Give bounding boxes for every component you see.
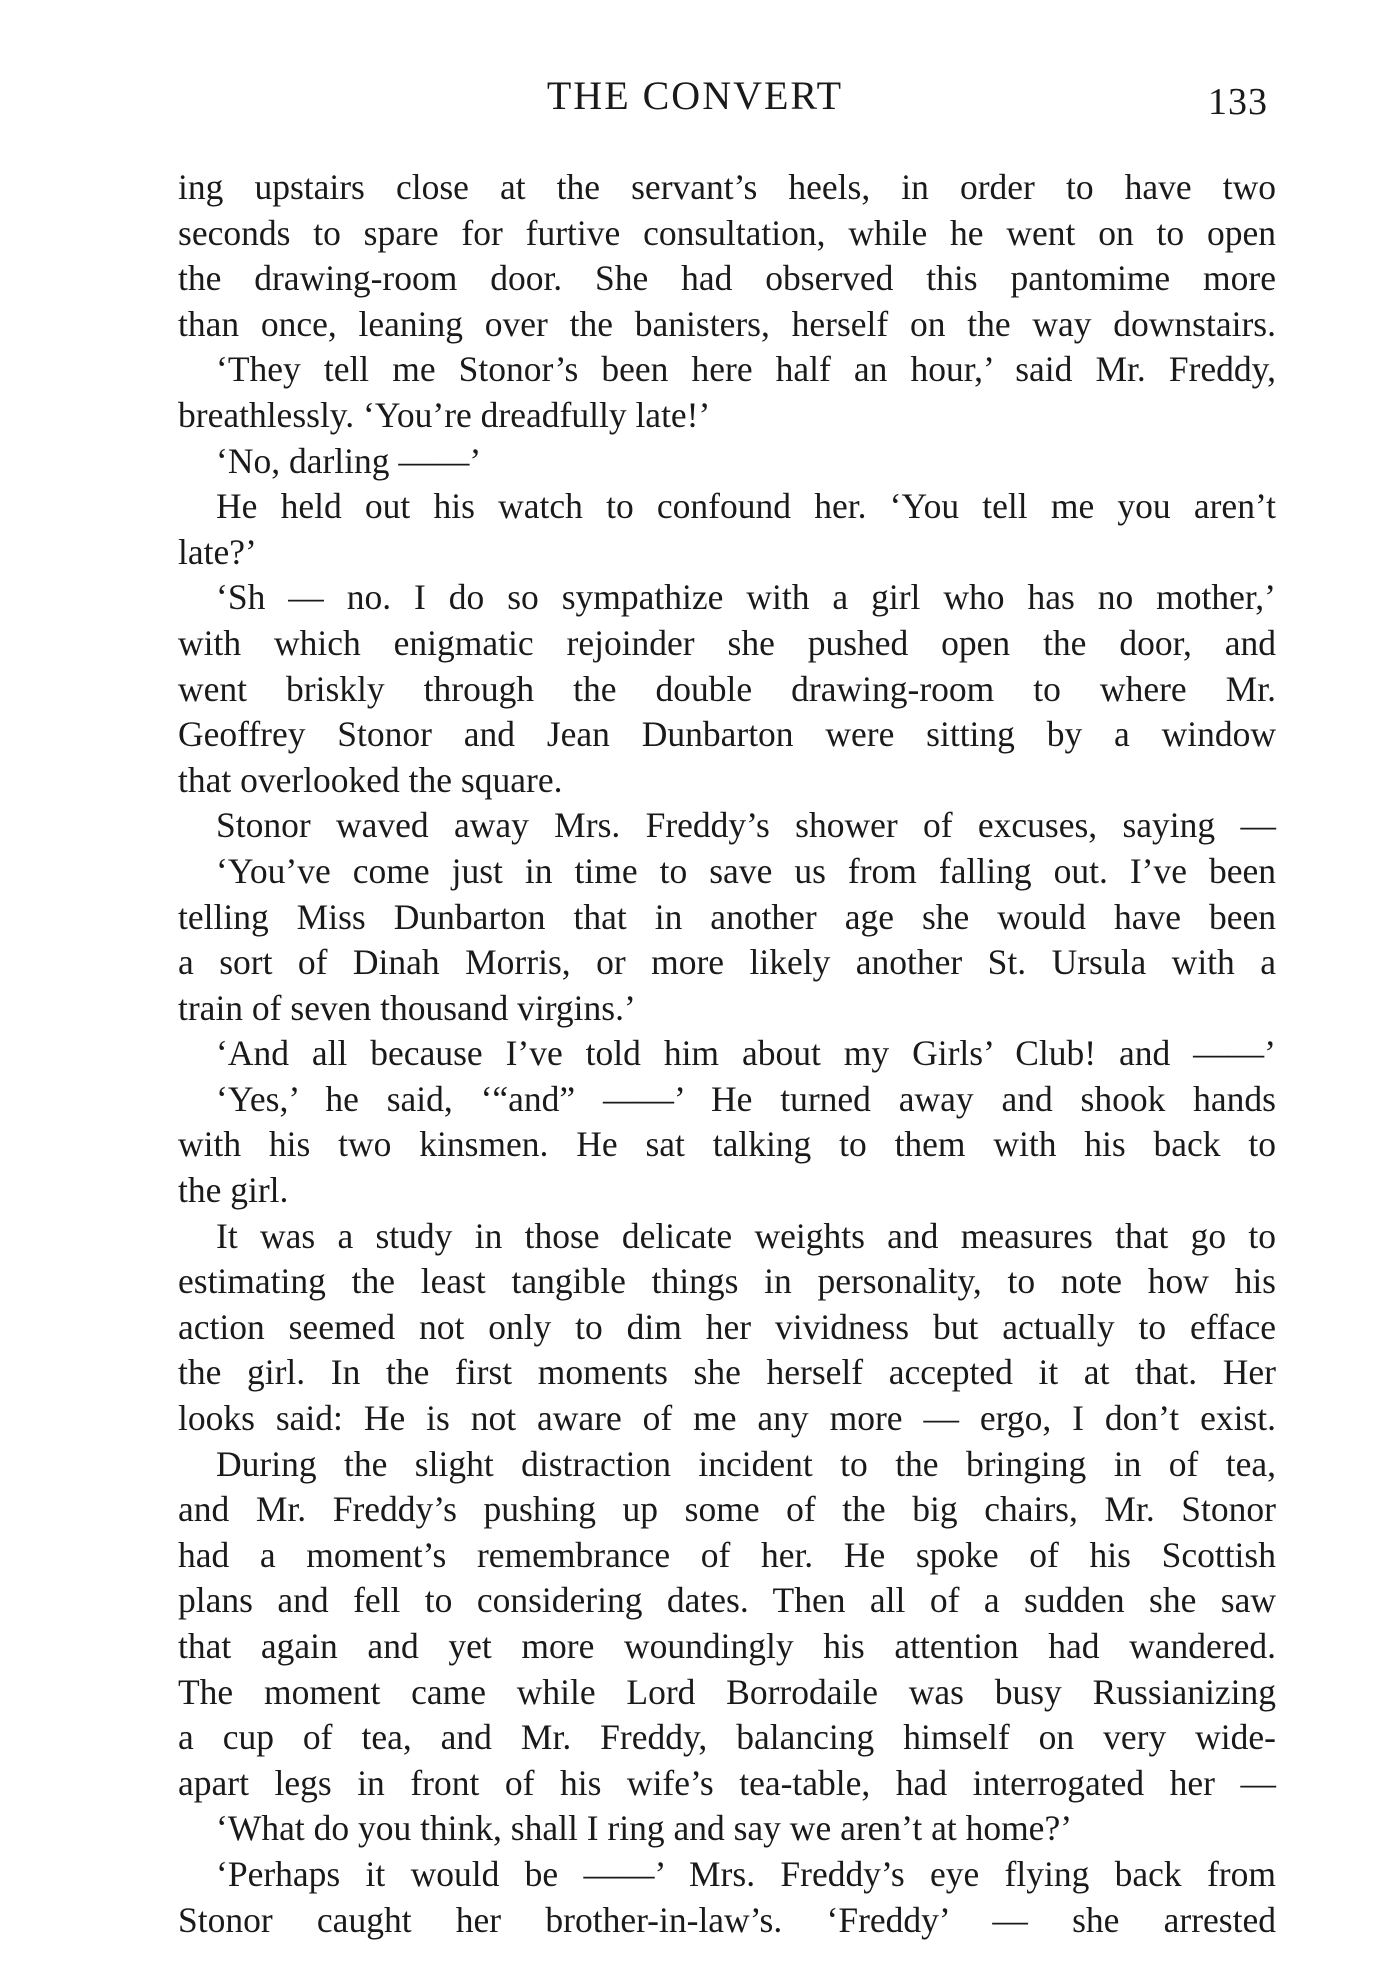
body-text bbox=[178, 165, 1276, 1943]
text-line: estimating the least tangible things in personality, to note how his bbox=[178, 1261, 1276, 1302]
text-line: Stonor caught her brother-in-law’s. ‘Freddy’ — she arrested bbox=[178, 1899, 1276, 1940]
text-line: with his two kinsmen. He sat talking to them with his back to bbox=[178, 1124, 1276, 1165]
text-line: It was a study in those delicate weights and measures that go to bbox=[216, 1215, 1276, 1256]
text-line: ‘No, darling ——’ bbox=[216, 440, 482, 481]
text-line: ‘They tell me Stonor’s been here half an hour,’ said Mr. Freddy, bbox=[216, 349, 1276, 390]
text-line: apart legs in front of his wife’s tea-table, had interrogated her — bbox=[178, 1762, 1276, 1803]
text-line: with which enigmatic rejoinder she pushed open the door, and bbox=[178, 622, 1276, 663]
text-line: seconds to spare for furtive consultation, while he went on to open bbox=[178, 212, 1276, 253]
text-line: telling Miss Dunbarton that in another age she would have been bbox=[178, 896, 1276, 937]
text-line: train of seven thousand virgins.’ bbox=[178, 987, 636, 1028]
text-line: plans and fell to considering dates. Then all of a sudden she saw bbox=[178, 1580, 1276, 1621]
text-line: ‘Perhaps it would be ——’ Mrs. Freddy’s eye flying back from bbox=[216, 1853, 1276, 1894]
text-line: the drawing-room door. She had observed this pantomime more bbox=[178, 258, 1276, 299]
text-line: a sort of Dinah Morris, or more likely another St. Ursula with a bbox=[178, 942, 1276, 983]
text-line: late?’ bbox=[178, 531, 257, 572]
text-line: looks said: He is not aware of me any more — ergo, I don’t exist. bbox=[178, 1398, 1276, 1439]
running-head bbox=[0, 68, 1390, 128]
text-line: Geoffrey Stonor and Jean Dunbarton were sitting by a window bbox=[178, 714, 1276, 755]
text-line: ‘What do you think, shall I ring and say we aren’t at home?’ bbox=[216, 1808, 1073, 1849]
text-line: ‘You’ve come just in time to save us from falling out. I’ve been bbox=[216, 850, 1276, 891]
text-line: ‘Yes,’ he said, ‘“and” ——’ He turned away and shook hands bbox=[216, 1078, 1276, 1119]
running-title: THE CONVERT bbox=[546, 73, 844, 118]
text-line: ‘Sh — no. I do so sympathize with a girl who has no mother,’ bbox=[216, 577, 1276, 618]
text-line: He held out his watch to confound her. ‘You tell me you aren’t bbox=[216, 486, 1276, 527]
text-line: The moment came while Lord Borrodaile was busy Russianizing bbox=[178, 1671, 1276, 1712]
text-line: went briskly through the double drawing-room to where Mr. bbox=[178, 668, 1276, 709]
text-line: that again and yet more woundingly his attention had wandered. bbox=[178, 1626, 1276, 1666]
page-number: 133 bbox=[1208, 81, 1268, 123]
text-line: breathlessly. ‘You’re dreadfully late!’ bbox=[178, 394, 711, 435]
text-line: the girl. In the first moments she herself accepted it at that. Her bbox=[178, 1352, 1276, 1393]
text-line: ‘And all because I’ve told him about my Girls’ Club! and ——’ bbox=[216, 1033, 1276, 1074]
text-line: ing upstairs close at the servant’s heels, in order to have two bbox=[178, 167, 1276, 207]
text-line: and Mr. Freddy’s pushing up some of the big chairs, Mr. Stonor bbox=[178, 1489, 1276, 1530]
text-line: During the slight distraction incident to the bringing in of tea, bbox=[216, 1443, 1276, 1484]
text-line: action seemed not only to dim her vividness but actually to efface bbox=[178, 1306, 1276, 1347]
text-line: than once, leaning over the banisters, herself on the way downstairs. bbox=[178, 303, 1276, 344]
text-line: Stonor waved away Mrs. Freddy’s shower of excuses, saying — bbox=[216, 805, 1276, 846]
text-line: had a moment’s remembrance of her. He spoke of his Scottish bbox=[178, 1534, 1276, 1575]
text-line: the girl. bbox=[178, 1170, 289, 1211]
text-line: a cup of tea, and Mr. Freddy, balancing himself on very wide- bbox=[178, 1717, 1276, 1758]
text-line: that overlooked the square. bbox=[178, 759, 563, 800]
